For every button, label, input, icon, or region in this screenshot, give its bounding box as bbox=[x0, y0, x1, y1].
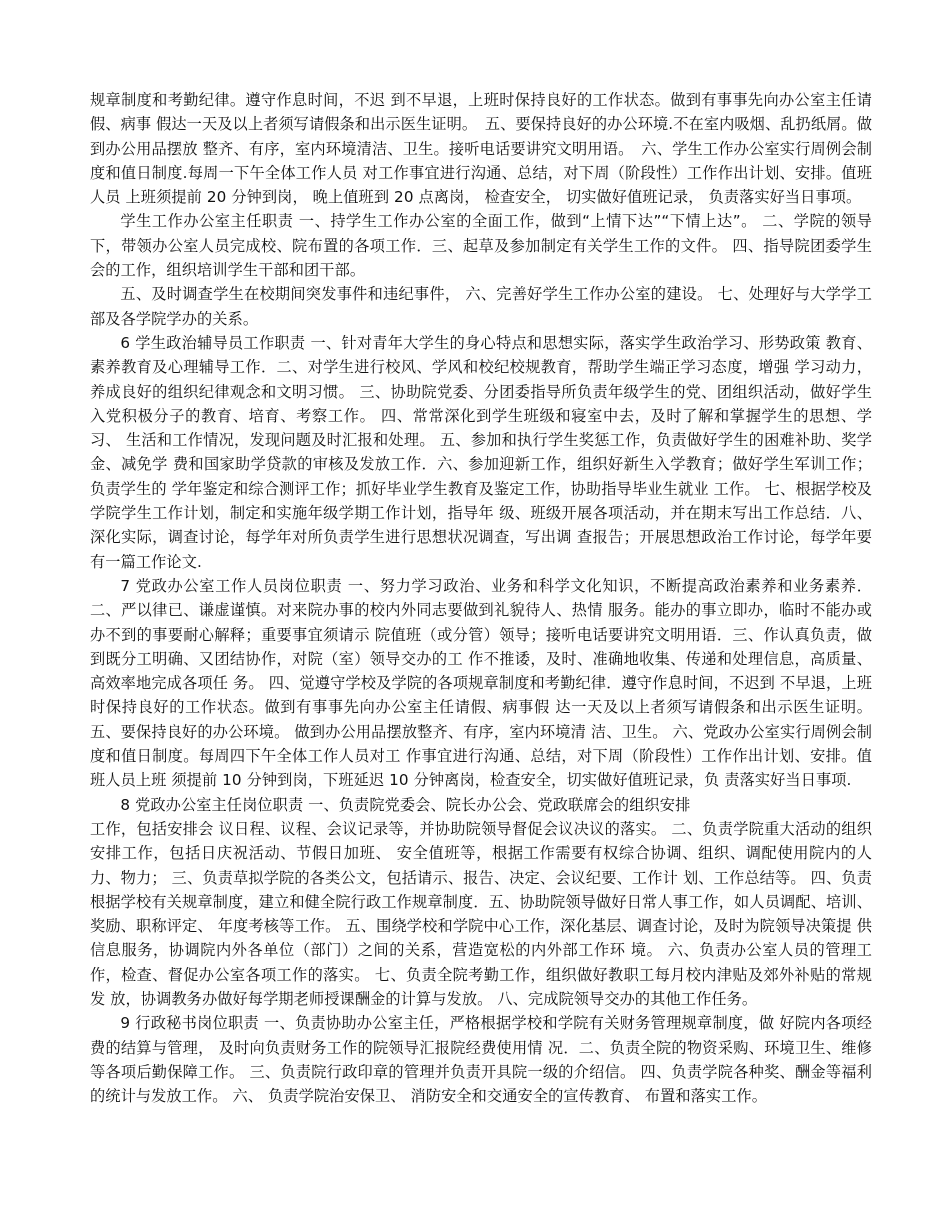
paragraph-party-office-director-heading: 8 党政办公室主任岗位职责 一、负责院党委会、院长办公会、党政联席会的组织安排 bbox=[120, 795, 691, 814]
paragraph-party-office-director-duties: 工作，包括安排会 议日程、议程、会议记录等，并协助院领导督促会议决议的落实。 二、负责学院重大活动的组织安排工作，包括日庆祝活动、节假日加班、 安全值班等，根据工作需要有权综合协调、组织、调配使用院内的人力、物力； 三、负责草拟学院的各类公文，包括请示、报告、决定、会议纪要、工作计 划、工作总结等。 四、负责根据学校有关规章制度，建立和健全院行政工作规章制度．五、协助院领导做好日常人事工作，如人员调配、培训、奖励、职称评定、 年度考核等工作。 五、围绕学校和学院中心工作，深化基层、调查讨论，及时为院领导决策提 供信息服务，协调院内外各单位（部门）之间的关系，营造宽松的内外部工作环 境。 六、负责办公室人员的管理工作，检查、督促办公室各项工作的落实。 七、负责全院考勤工作，组织做好教职工每月校内津贴及郊外补贴的常规发 放，协调教务办做好每学期老师授课酬金的计算与发放。 八、完成院领导交办的其他工作任务。 bbox=[90, 819, 872, 1008]
paragraph-counselor-duties: 6 学生政治辅导员工作职责 一、针对青年大学生的身心特点和思想实际，落实学生政治学习、形势政策 教育、素养教育及心理辅导工作．二、对学生进行校风、学风和校纪校规教育，帮助学生端正学习态度，增强 学习动力，养成良好的组织纪律观念和文明习惯。 三、协助院党委、分团委指导所负责年级学生的党、团组织活动，做好学生 入党积极分子的教育、培育、考察工作。 四、常常深化到学生班级和寝室中去，及时了解和掌握学生的思想、学习、 生活和工作情况，发现问题及时汇报和处理。 五、参加和执行学生奖惩工作，负责做好学生的困难补助、奖学金、减免学 费和国家助学贷款的审核及发放工作．六、参加迎新工作，组织好新生入学教育；做好学生军训工作；负责学生的 学年鉴定和综合测评工作；抓好毕业学生教育及鉴定工作，协助指导毕业生就业 工作。 七、根据学校及学院学生工作计划，制定和实施年级学期工作计划，指导年 级、班级开展各项活动，并在期末写出工作总结．八、深化实际，调查讨论，每学年对所负责学生进行思想状况调查，写出调 查报告；开展思想政治工作讨论，每学年要有一篇工作论文. bbox=[90, 333, 872, 571]
paragraph-student-office-director-duties-cont: 五、及时调查学生在校期间突发事件和违纪事件， 六、完善好学生工作办公室的建设。 七、处理好与大学学工部及各学院学办的关系。 bbox=[90, 285, 872, 328]
document-page bbox=[90, 88, 872, 1108]
paragraph-office-rules-continued: 规章制度和考勤纪律。遵守作息时间，不迟 到不早退，上班时保持良好的工作状态。做到有事事先向办公室主任请假、病事 假达一天及以上者须写请假条和出示医生证明。 五、要保持良好的办公环境.不在室内吸烟、乱扔纸屑。做到办公用品摆放 整齐、有序，室内环境清洁、卫生。接听电话要讲究文明用语。 六、学生工作办公室实行周例会制度和值日制度.每周一下午全体工作人员 对工作事宜进行沟通、总结，对下周（阶段性）工作作出计划、安排。值班人员 上班须提前 20 分钟到岗， 晚上值班到 20 点离岗， 检查安全， 切实做好值班记录， 负责落实好当日事项。 bbox=[90, 91, 872, 207]
paragraph-party-office-staff-duties: 7 党政办公室工作人员岗位职责 一、努力学习政治、业务和科学文化知识，不断提高政治素养和业务素养．二、严以律已、谦虚谨慎。对来院办事的校内外同志要做到礼貌待人、热情 服务。能办的事立即办，临时不能办或办不到的事要耐心解释；重要事宜须请示 院值班（或分管）领导；接听电话要讲究文明用语．三、作认真负责，做到既分工明确、又团结协作，对院（室）领导交办的工 作不推诿，及时、准确地收集、传递和处理信息，高质量、高效率地完成各项任 务。 四、觉遵守学校及学院的各项规章制度和考勤纪律．遵守作息时间，不迟到 不早退，上班时保持良好的工作状态。做到有事事先向办公室主任请假、病事假 达一天及以上者须写请假条和出示医生证明。 五、要保持良好的办公环境。 做到办公用品摆放整齐、有序，室内环境清 洁、卫生。 六、党政办公室实行周例会制度和值日制度。每周四下午全体工作人员对工 作事宜进行沟通、总结，对下周（阶段性）工作作出计划、安排。值班人员上班 须提前 10 分钟到岗，下班延迟 10 分钟离岗，检查安全，切实做好值班记录，负 责落实好当日事项. bbox=[90, 576, 872, 790]
paragraph-student-office-director-duties: 学生工作办公室主任职责 一、持学生工作办公室的全面工作，做到“上情下达”“下情上达”。 二、学院的领导下，带领办公室人员完成校、院布置的各项工作．三、起草及参加制定有关学生工作的文件。 四、指导院团委学生会的工作，组织培训学生干部和团干部。 bbox=[90, 212, 872, 280]
paragraph-admin-secretary-duties: 9 行政秘书岗位职责 一、负责协助办公室主任，严格根据学校和学院有关财务管理规章制度，做 好院内各项经费的结算与管理， 及时向负责财务工作的院领导汇报院经费使用情 况．二、负责全院的物资采购、环境卫生、维修等各项后勤保障工作。 三、负责院行政印章的管理并负责开具院一级的介绍信。 四、负责学院各种奖、酬金等福利的统计与发放工作。 六、 负责学院治安保卫、 消防安全和交通安全的宣传教育、 布置和落实工作。 bbox=[90, 1014, 872, 1106]
